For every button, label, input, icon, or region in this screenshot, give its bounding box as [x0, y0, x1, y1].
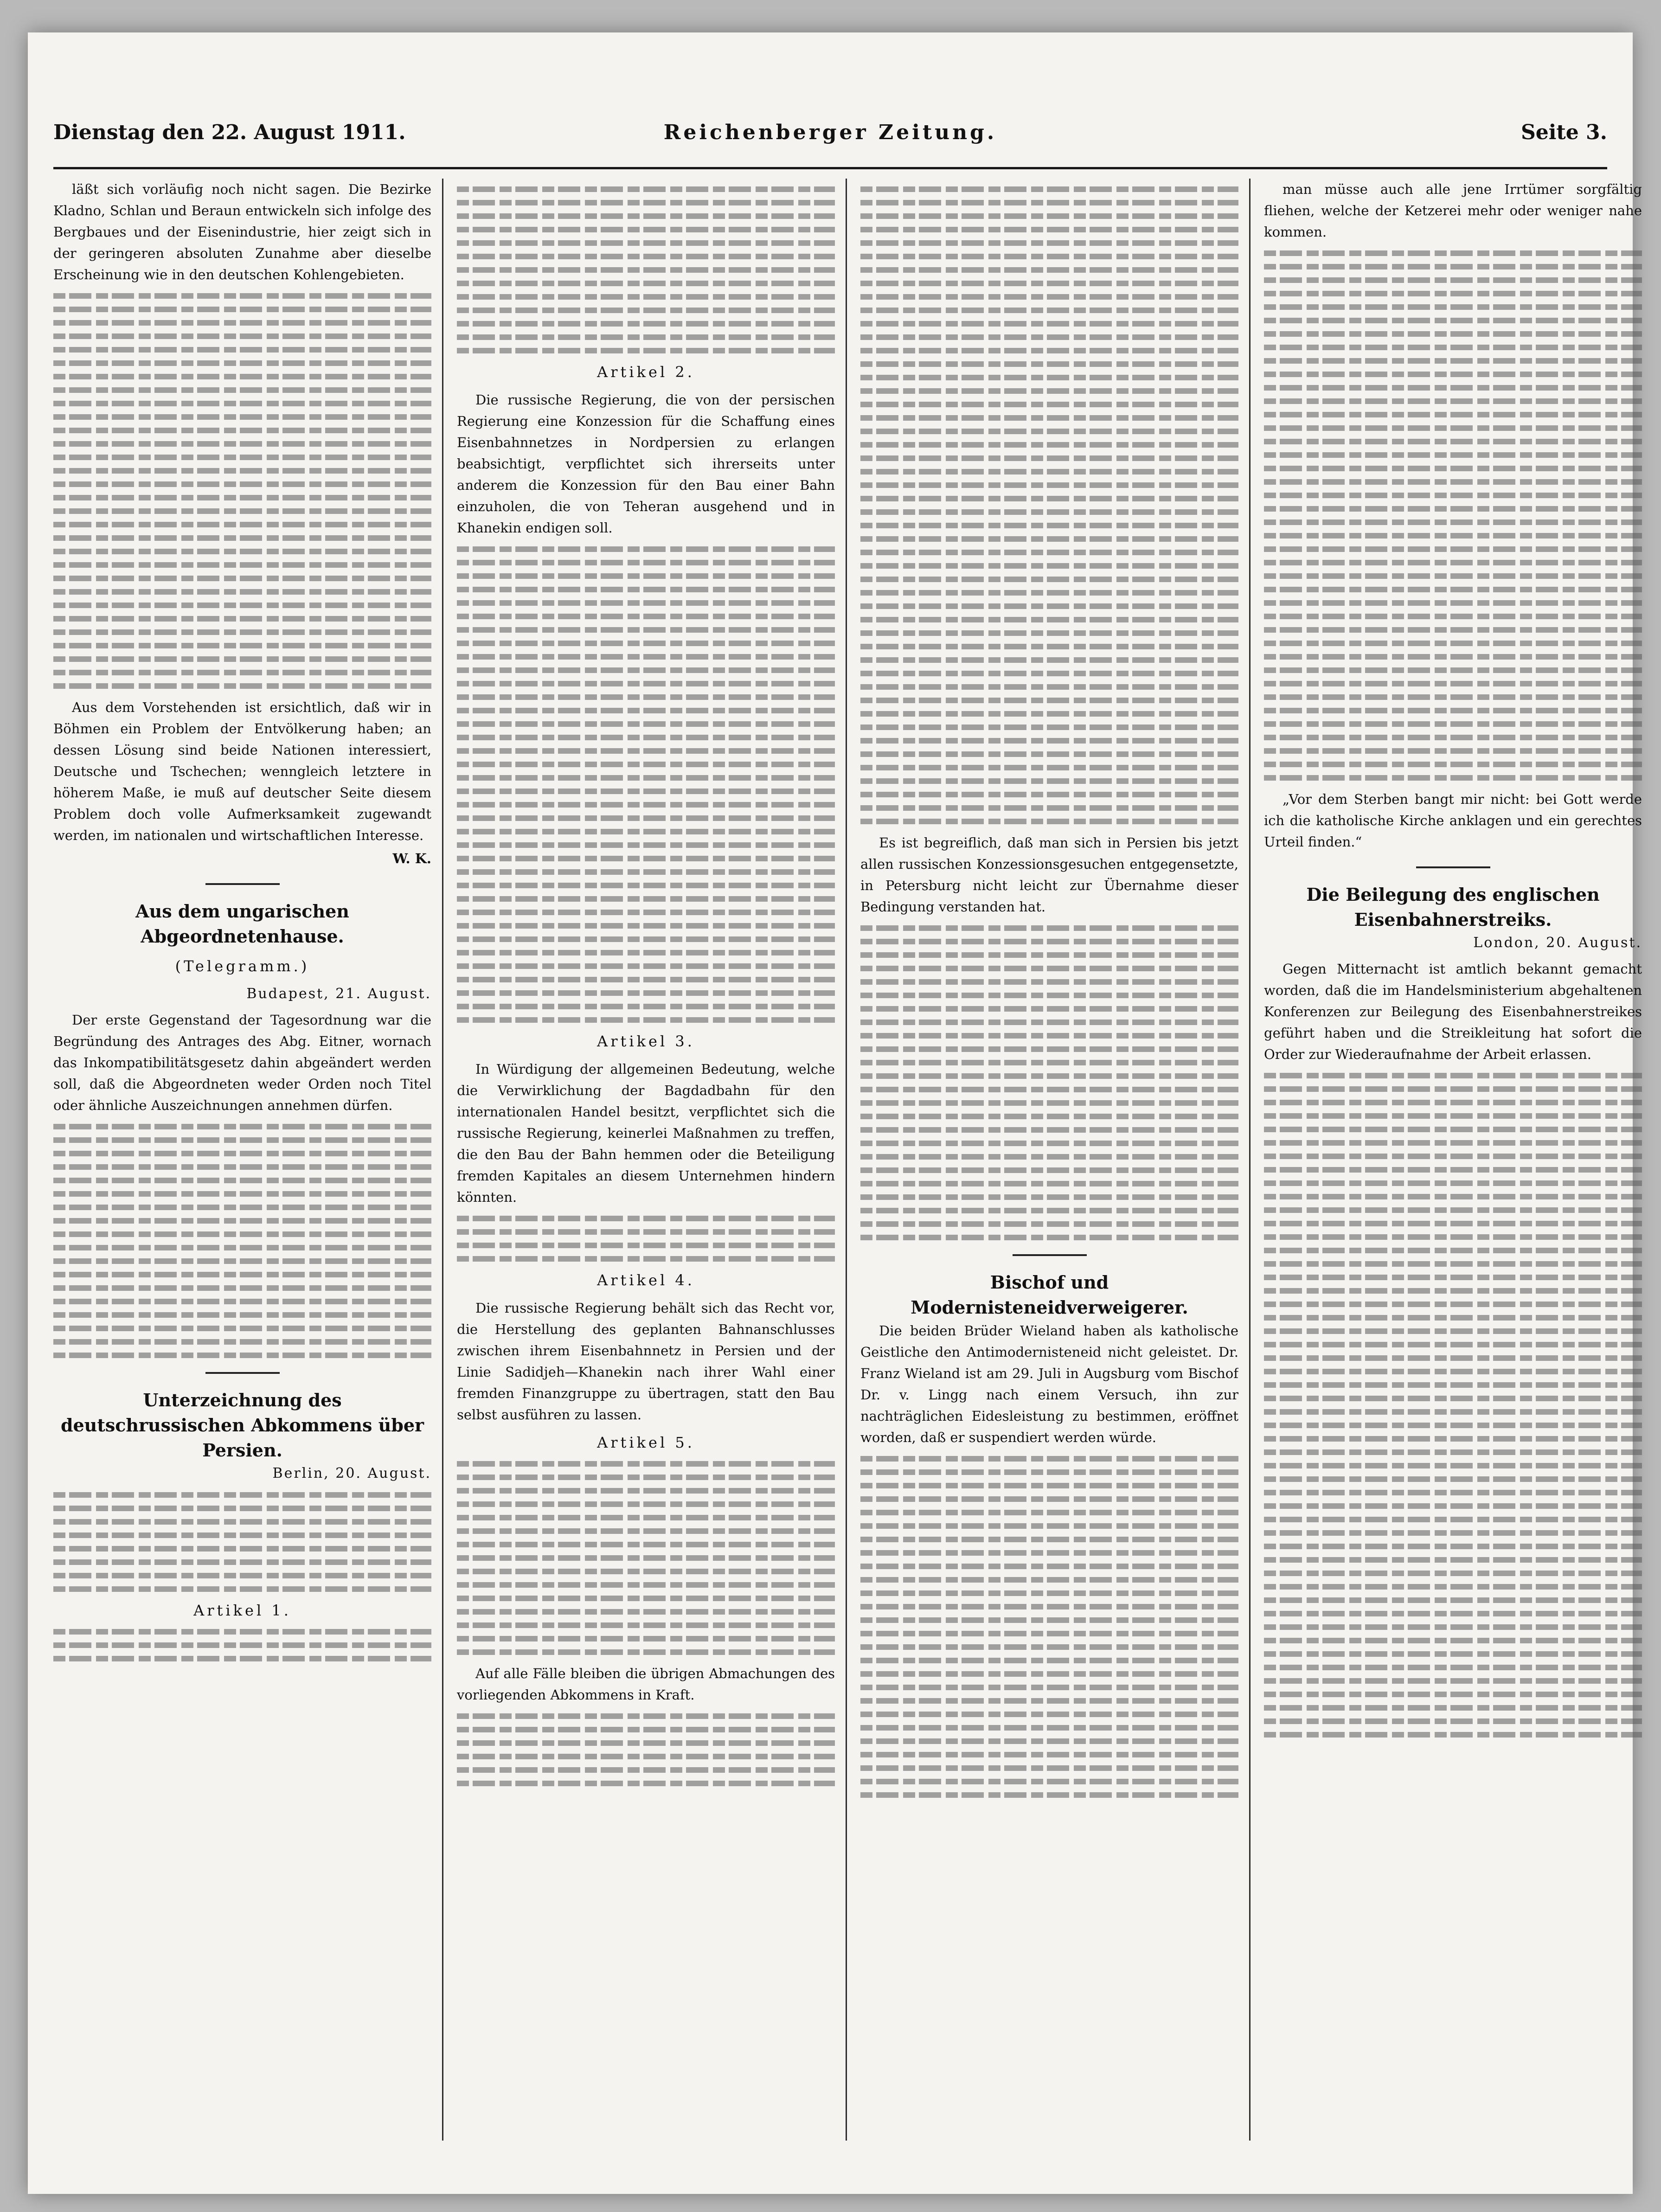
body-text-block — [860, 186, 1238, 824]
body-text-block — [53, 1629, 431, 1661]
body-text-block — [1264, 1073, 1642, 1738]
column-rule — [846, 179, 847, 2141]
separator — [205, 883, 280, 885]
body-text-block — [53, 293, 431, 689]
article-heading: Aus dem ungarischen Abgeordnetenhause. — [135, 901, 349, 947]
masthead — [53, 111, 1607, 169]
artikel-heading: Artikel 1. — [193, 1602, 291, 1619]
column-1 — [53, 179, 431, 2141]
article-heading: Unterzeichnung des deutschrussischen Abkommens über Persien. — [60, 1390, 424, 1461]
article-text: In Würdigung der allgemeinen Bedeutung, welche die Verwirklichung der Bagdadbahn für den internationalen Handel besitzt, verpflichtet sich die russische Regierung, keinerlei Maßnahmen zu treffen, die den Bau der Bahn hemmen oder die Beteiligung fremden Kapitales an diesem Unternehmen hindern könnten. — [457, 1061, 835, 1205]
artikel-heading: Artikel 4. — [597, 1271, 695, 1289]
article-subtitle: (Telegramm.) — [175, 957, 310, 975]
column-2 — [457, 179, 835, 2141]
article-text: „Vor dem Sterben bangt mir nicht: bei Gott werde ich die katholische Kirche anklagen und ein gerechtes Urteil finden.“ — [1264, 791, 1642, 850]
body-text-block — [1264, 250, 1642, 781]
article-text: Es ist begreiflich, daß man sich in Persien bis jetzt allen russischen Konzessionsgesuchen entgegensetzte, in Petersburg nicht leicht zur Übernahme dieser Bedingung verstanden hat. — [860, 835, 1238, 915]
article-text: Die russische Regierung, die von der persischen Regierung eine Konzession für die Schaffung eines Eisenbahnnetzes in Nordpersien zu erlangen beabsichtigt, verpflichtet sich ihrerseits unter anderem die Konzession für den Bau einer Bahn einzuholen, die von Teheran ausgehend und in Khanekin endigen soll. — [457, 392, 835, 536]
dateline: Berlin, 20. August. — [272, 1465, 431, 1481]
dateline: Budapest, 21. August. — [246, 986, 431, 1002]
column-3 — [860, 179, 1238, 2141]
column-rule — [442, 179, 443, 2141]
article-text: Auf alle Fälle bleiben die übrigen Abmachungen des vorliegenden Abkommens in Kraft. — [457, 1666, 835, 1703]
body-text-block — [457, 1713, 835, 1786]
article-text: Der erste Gegenstand der Tagesordnung war die Begründung des Antrages des Abg. Eitner, wornach das Inkompatibilitätsgesetz dahin abgeändert werden soll, daß die Abgeordneten weder Orden noch Titel oder ähnliche Auszeichnungen annehmen dürfen. — [53, 1012, 431, 1113]
newspaper-title: Reichenberger Zeitung. — [663, 121, 997, 144]
article-text: Die beiden Brüder Wieland haben als katholische Geistliche den Antimodernisteneid nicht geleistet. Dr. Franz Wieland ist am 29. Juli in Augsburg vom Bischof Dr. v. Lingg nach einem Versuch, ihn zur nachträglichen Eidesleistung zu bestimmen, eröffnet worden, daß er suspendiert werden würde. — [860, 1323, 1238, 1445]
article-heading: Die Beilegung des englischen Eisenbahnerstreiks. — [1306, 884, 1600, 930]
separator — [1416, 866, 1490, 868]
column-rule — [1249, 179, 1251, 2141]
artikel-heading: Artikel 5. — [597, 1434, 695, 1451]
newspaper-page — [28, 32, 1642, 2194]
article-heading: Bischof und Modernisteneidverweigerer. — [911, 1272, 1188, 1318]
issue-date: Dienstag den 22. August 1911. — [53, 121, 406, 144]
article-text: läßt sich vorläufig noch nicht sagen. Die Bezirke Kladno, Schlan und Beraun entwickeln sich infolge des Bergbaues und der Eisenindustrie, hier zeigt sich in der geringeren absoluten Zunahme aber dieselbe Erscheinung wie in den deutschen Kohlengebieten. — [53, 181, 431, 282]
body-text-block — [860, 1456, 1238, 1798]
article-text: Die russische Regierung behält sich das Recht vor, die Herstellung des geplanten Bahnanschlusses zwischen ihrem Eisenbahnnetz in Persien und der Linie Sadidjeh—Khanekin nach ihrer Wahl einer fremden Finanzgruppe zu übertragen, statt den Bau selbst ausführen zu lassen. — [457, 1300, 835, 1423]
article-text: Gegen Mitternacht ist amtlich bekannt gemacht worden, daß die im Handelsministerium abgehaltenen Konferenzen zur Beilegung des Eisenbahnerstreikes geführt haben und die Streikleitung hat sofort die Order zur Wiederaufnahme der Arbeit erlassen. — [1264, 961, 1642, 1062]
column-4 — [1264, 179, 1642, 2141]
body-text-block — [457, 1461, 835, 1655]
body-text-block — [457, 546, 835, 1023]
page-number: Seite 3. — [1520, 121, 1607, 144]
body-text-block — [53, 1492, 431, 1592]
body-text-block — [457, 1216, 835, 1262]
separator — [1013, 1254, 1087, 1256]
artikel-heading: Artikel 2. — [597, 363, 695, 381]
body-text-block — [53, 1124, 431, 1358]
author-signature: W. K. — [392, 851, 431, 866]
article-text: Aus dem Vorstehenden ist ersichtlich, daß wir in Böhmen ein Problem der Entvölkerung haben; an dessen Lösung sind beide Nationen interessiert, Deutsche und Tschechen; wenngleich letztere in höherem Maße, ie muß auf deutscher Seite diesem Problem doch volle Aufmerksamkeit zugewandt werden, im nationalen und wirtschaftlichen Interesse. — [53, 699, 431, 843]
body-text-block — [457, 186, 835, 353]
artikel-heading: Artikel 3. — [597, 1032, 695, 1050]
article-text: man müsse auch alle jene Irrtümer sorgfältig fliehen, welche der Ketzerei mehr oder weniger nahe kommen. — [1264, 181, 1642, 240]
separator — [205, 1372, 280, 1374]
body-text-block — [860, 925, 1238, 1240]
dateline: London, 20. August. — [1473, 935, 1642, 951]
